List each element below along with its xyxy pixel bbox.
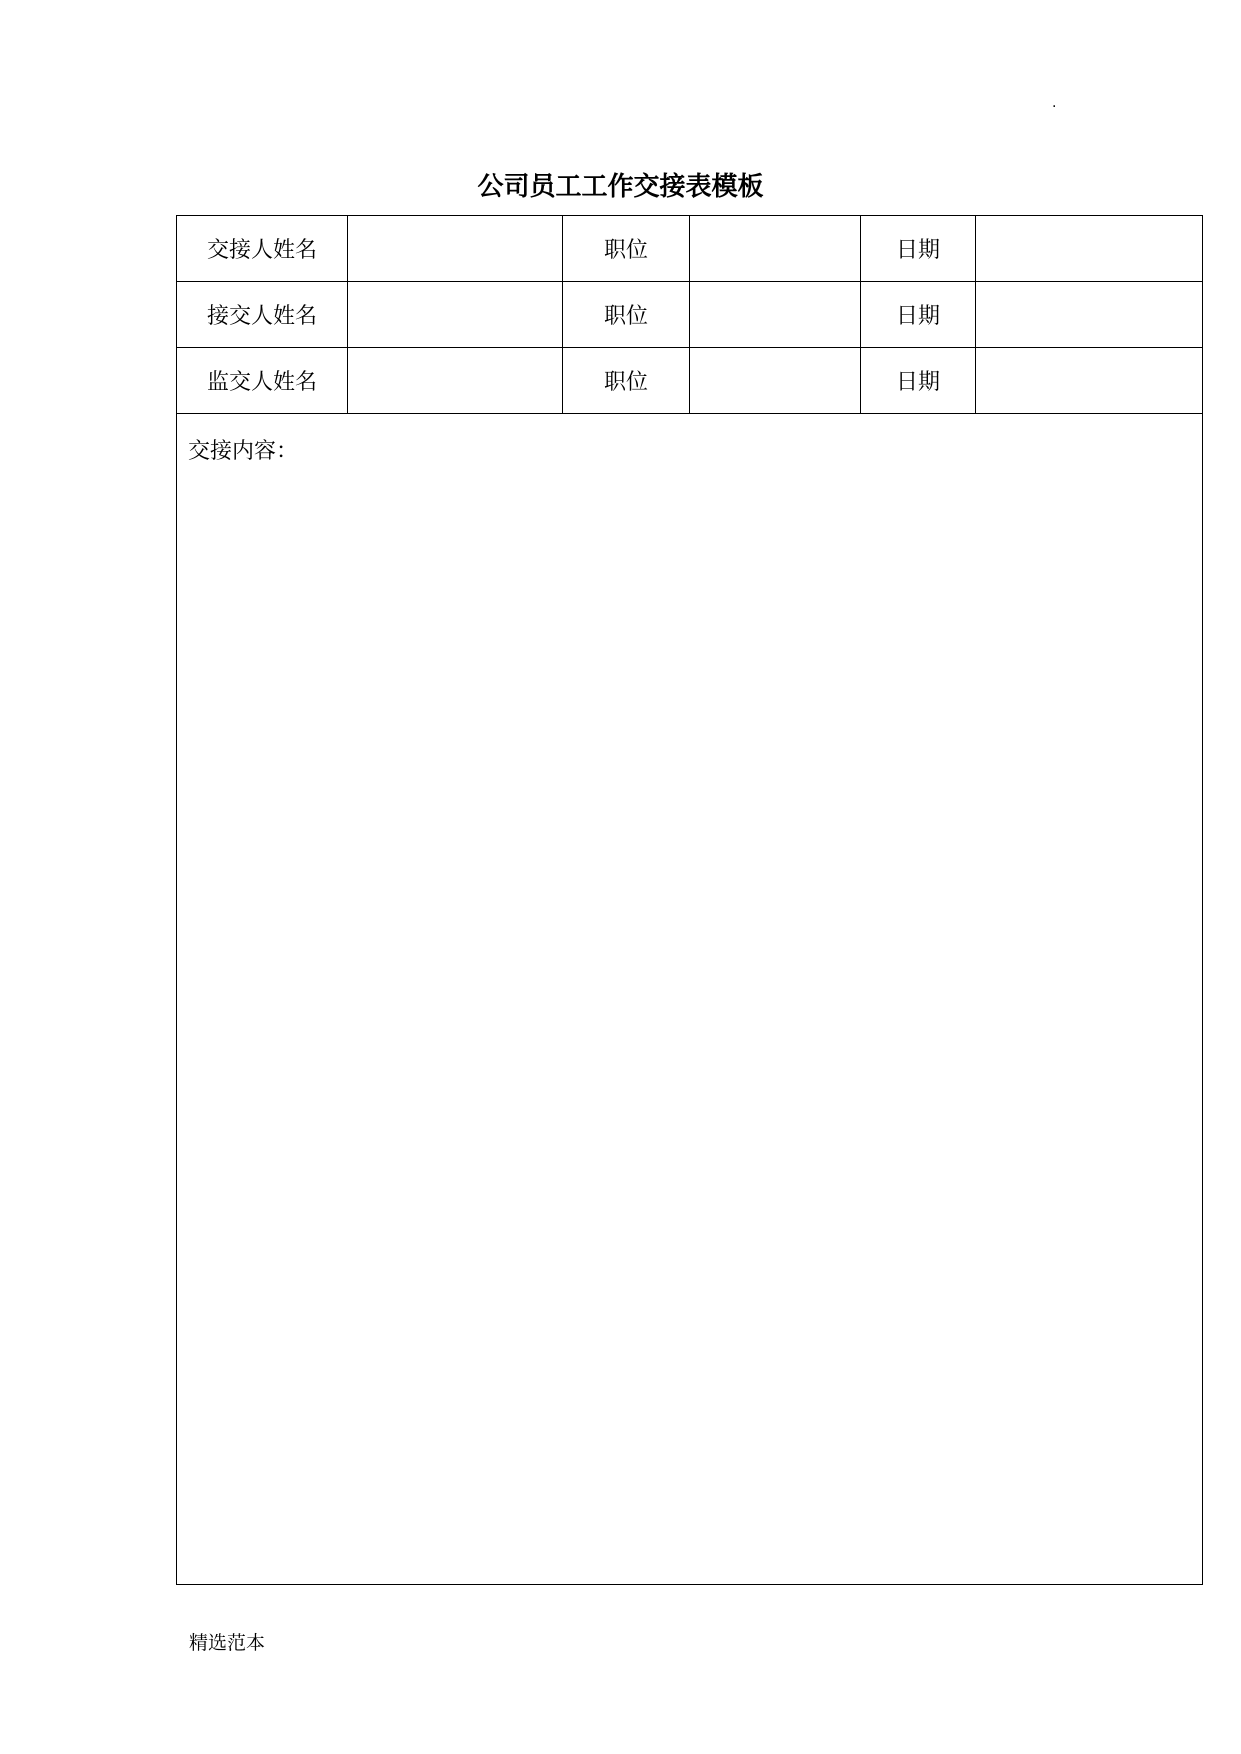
table-row-content <box>177 414 1203 1585</box>
receiver-name-label: 接交人姓名 <box>177 282 348 348</box>
document-title: 公司员工工作交接表模板 <box>477 172 764 202</box>
table-row-receiver-person <box>177 282 1203 348</box>
handover-name-label: 交接人姓名 <box>177 216 348 282</box>
receiver-date-label: 日期 <box>861 282 976 348</box>
receiver-date-field[interactable] <box>976 282 1203 348</box>
handover-date-field[interactable] <box>976 216 1203 282</box>
handover-position-field[interactable] <box>690 216 861 282</box>
supervisor-position-label: 职位 <box>563 348 690 414</box>
receiver-position-field[interactable] <box>690 282 861 348</box>
supervisor-date-label: 日期 <box>861 348 976 414</box>
supervisor-date-field[interactable] <box>976 348 1203 414</box>
supervisor-name-label: 监交人姓名 <box>177 348 348 414</box>
receiver-name-field[interactable] <box>348 282 563 348</box>
handover-date-label: 日期 <box>861 216 976 282</box>
receiver-position-label: 职位 <box>563 282 690 348</box>
footer-note: 精选范本 <box>189 1632 266 1654</box>
handover-content-label: 交接内容： <box>188 439 299 464</box>
handover-name-field[interactable] <box>348 216 563 282</box>
supervisor-position-field[interactable] <box>690 348 861 414</box>
table-row-handover-person <box>177 216 1203 282</box>
table-row-supervisor-person <box>177 348 1203 414</box>
handover-table <box>176 215 1203 1585</box>
handover-content-area[interactable] <box>177 414 1203 1585</box>
header-mark: . <box>1052 95 1057 111</box>
supervisor-name-field[interactable] <box>348 348 563 414</box>
handover-position-label: 职位 <box>563 216 690 282</box>
